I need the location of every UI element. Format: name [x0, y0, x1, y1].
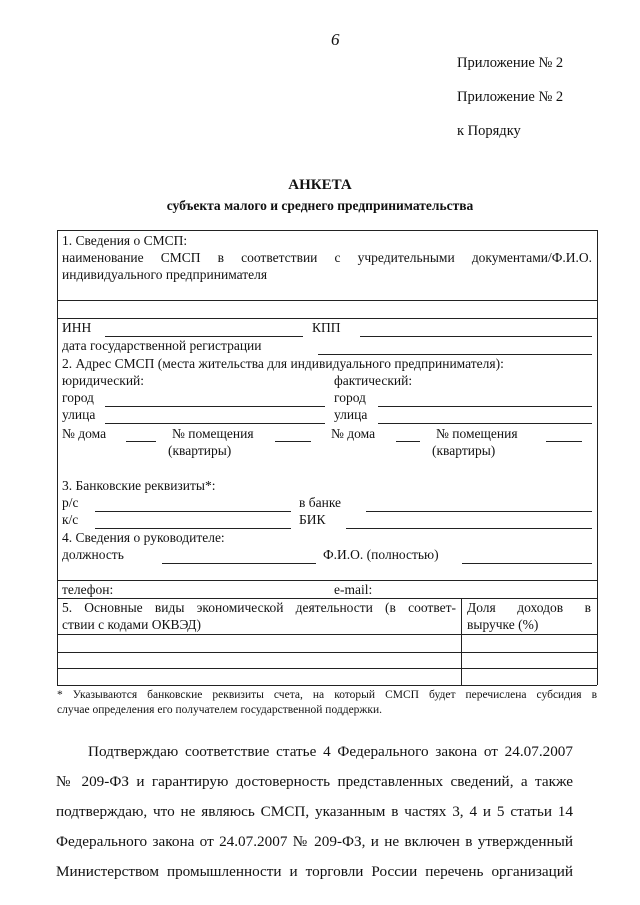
- actual-city-field[interactable]: [378, 406, 592, 407]
- actual-address-label: фактический:: [334, 373, 413, 388]
- income-share-header-cont: выручке (%): [467, 617, 539, 632]
- confirmation-paragraph-line: Федерального закона от 24.07.2007 № 209-ФЗ, и не включен в утвержденный: [56, 833, 573, 850]
- phone-label: телефон:: [62, 582, 114, 597]
- section-1-heading: 1. Сведения о СМСП:: [62, 233, 188, 248]
- legal-house-label: № дома: [62, 426, 107, 441]
- smsp-name-label-cont: индивидуального предпринимателя: [62, 267, 268, 282]
- income-share-header: Доля доходов в: [467, 600, 591, 615]
- actual-house-label: № дома: [331, 426, 376, 441]
- confirmation-paragraph-line: подтверждаю, что не являюсь СМСП, указанным в частях 3, 4 и 5 статьи 14: [56, 803, 573, 820]
- kpp-field[interactable]: [360, 336, 592, 337]
- legal-address-label: юридический:: [62, 373, 145, 388]
- settlement-account-field[interactable]: [95, 511, 291, 512]
- form-subtitle: субъекта малого и среднего предпринимательства: [166, 198, 474, 213]
- legal-room-field[interactable]: [275, 441, 311, 442]
- legal-room-label: № помещения: [172, 426, 254, 441]
- appendix-label: Приложение № 2: [457, 55, 564, 71]
- actual-room-field[interactable]: [546, 441, 582, 442]
- appendix-label-repeat: Приложение № 2: [457, 89, 564, 105]
- legal-apartment-label: (квартиры): [168, 443, 232, 458]
- legal-city-field[interactable]: [105, 406, 325, 407]
- registration-date-field[interactable]: [318, 354, 592, 355]
- position-field[interactable]: [162, 563, 316, 564]
- director-name-label: Ф.И.О. (полностью): [323, 547, 439, 562]
- bank-label: в банке: [299, 495, 342, 510]
- order-reference: к Порядку: [457, 123, 521, 139]
- bank-field[interactable]: [366, 511, 592, 512]
- position-label: должность: [62, 547, 124, 562]
- legal-city-label: город: [62, 390, 94, 405]
- confirmation-paragraph-line: Подтверждаю соответствие статье 4 Федерального закона от 24.07.2007: [88, 743, 573, 760]
- inn-label: ИНН: [62, 320, 92, 335]
- email-label: e-mail:: [334, 582, 373, 597]
- actual-room-label: № помещения: [436, 426, 518, 441]
- corr-account-label: к/с: [62, 512, 79, 527]
- kpp-label: КПП: [312, 320, 341, 335]
- legal-street-field[interactable]: [105, 423, 325, 424]
- section-2-heading: 2. Адрес СМСП (места жительства для индивидуального предпринимателя):: [62, 356, 504, 371]
- director-name-field[interactable]: [462, 563, 592, 564]
- bik-label: БИК: [299, 512, 326, 527]
- settlement-account-label: р/с: [62, 495, 79, 510]
- confirmation-paragraph-line: Министерством промышленности и торговли России перечень организаций: [56, 863, 573, 880]
- smsp-name-label: наименование СМСП в соответствии с учредительными документами/Ф.И.О.: [62, 250, 592, 265]
- bik-field[interactable]: [346, 528, 592, 529]
- section-5-heading-cont: ствии с кодами ОКВЭД): [62, 617, 201, 632]
- footnote: * Указываются банковские реквизиты счета, на который СМСП будет перечислена субсидия в: [57, 689, 597, 701]
- actual-house-field[interactable]: [396, 441, 420, 442]
- registration-date-label: дата государственной регистрации: [62, 338, 262, 353]
- form-title: АНКЕТА: [288, 177, 352, 193]
- actual-street-label: улица: [334, 407, 368, 422]
- section-4-heading: 4. Сведения о руководителе:: [62, 530, 225, 545]
- actual-apartment-label: (квартиры): [432, 443, 496, 458]
- footnote-cont: случае определения его получателем государственной поддержки.: [57, 704, 382, 716]
- legal-street-label: улица: [62, 407, 96, 422]
- section-3-heading: 3. Банковские реквизиты*:: [62, 478, 216, 493]
- actual-street-field[interactable]: [378, 423, 592, 424]
- corr-account-field[interactable]: [95, 528, 291, 529]
- legal-house-field[interactable]: [126, 441, 156, 442]
- inn-field[interactable]: [105, 336, 303, 337]
- confirmation-paragraph-line: № 209-ФЗ и гарантирую достоверность представленных сведений, а также: [56, 773, 573, 790]
- section-5-heading: 5. Основные виды экономической деятельности (в соответ-: [62, 600, 456, 615]
- actual-city-label: город: [334, 390, 366, 405]
- page-number: 6: [331, 30, 340, 49]
